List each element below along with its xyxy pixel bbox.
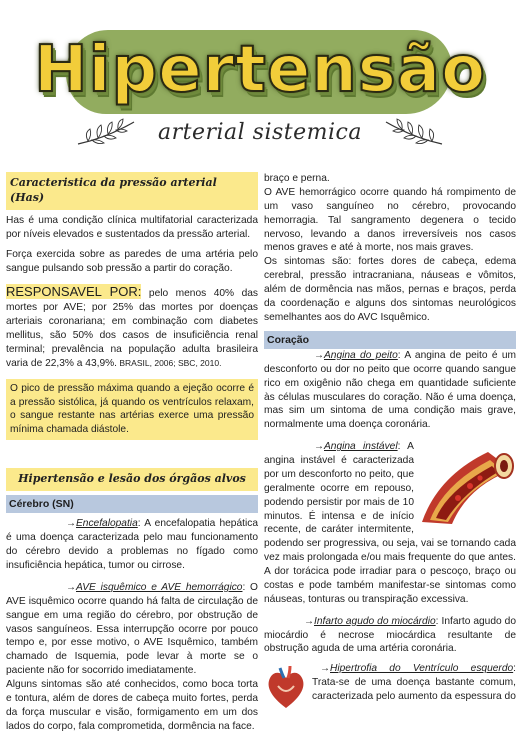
term-ave: AVE isquêmico e AVE hemorrágico — [76, 581, 243, 593]
arrow-icon: → — [314, 349, 324, 361]
paragraph-infarto — [264, 615, 516, 657]
page-subtitle: arterial sistemica — [157, 119, 362, 145]
paragraph-forca: Força exercida sobre as paredes de uma artéria pelo sangue pulsando sob pressão a partir do coração. — [6, 248, 258, 274]
reference-text: BRASIL, 2006; SBC, 2010. — [117, 357, 222, 368]
paragraph-ave — [6, 581, 258, 678]
page-title: Hipertensão — [33, 33, 487, 107]
arrow-icon: → — [314, 441, 324, 453]
paragraph-ave-hemorragico: O AVE hemorrágico ocorre quando há rompimento de um vaso sanguíneo no cérebro, provocando hemorragia. Tal sangramento degenera o tecido nervoso, levando a danos irreversíveis nos casos menos graves e até à morte, nos mais graves. — [264, 186, 516, 254]
paragraph-ave-sintomas: Alguns sintomas são até conhecidos, como boca torta e tontura, além de dores de cabeça muito fortes, perda da força muscular e visão, formigamento em um dos lados do corpo, fala comprometida, dormência na face. — [6, 679, 258, 732]
artery-illustration-icon — [418, 446, 516, 526]
bar-cerebro: Cérebro (SN) — [6, 495, 258, 513]
right-column — [264, 172, 516, 712]
term-angina: Angina do peito — [324, 349, 398, 361]
paragraph-continuation: braço e perna. — [264, 173, 330, 184]
term-encefalopatia: Encefalopatia — [76, 518, 138, 530]
term-angina-instavel: Angina instável — [324, 441, 398, 453]
text-hipertrofia: : Trata-se de uma doença bastante comum, caracterizada pelo aumento da espessura do — [312, 663, 516, 703]
paragraph-encefalopatia — [6, 517, 258, 573]
paragraph-sintomas: Os sintomas são: fortes dores de cabeça, edema cerebral, pressão intracraniana, náuseas e vômitos, além de dormência nas mãos, pernas e braços, perda da coordenação e alguns dos sintomas neurológicos semelhantes aos do AVC Isquêmico. — [264, 256, 516, 323]
leaf-branch-icon — [76, 114, 136, 148]
heart-illustration-icon — [264, 664, 308, 712]
responsavel-text: pelo menos 40% das mortes por AVE; por 25% das mortes por doenças arteriais coronariana; em combinação com diabetes mellitus, são 50% dos casos de insuficiência renal terminal; prevalência na população adulta brasileira varia de 22,3% a 43,9%. — [6, 288, 258, 369]
responsavel-label: RESPONSAVEL POR: — [6, 284, 142, 300]
term-hipertrofia: Hipertrofia do Ventrículo esquerdo — [330, 663, 514, 675]
text-angina-instavel: : A angina instável é caracterizada por um desconforto no peito, que geralmente ocorre em repouso, podendo persistir por mais de 10 minutos. É intensa e de início recente, de caráter intermitente, podendo ser progressiva, ou seja, vai se tornando cada vez mais prolongada e/ou mais frequente do que antes. A dor torácica pode irradiar para o pescoço, braço ou costas e pode também manifestar-se sintomas como náuseas, tonturas ou transpiração excessiva. — [264, 441, 516, 605]
text-angina: : A angina de peito é um desconforto ou dor no peito que ocorre quando sangue rico em oxigênio não chega em quantidade suficiente às células musculares do coração. Não é uma doença, mas sim um sintoma de uma condição mais grave, normalmente uma doença coronária. — [264, 349, 516, 431]
paragraph-definition: Has é uma condição clínica multifatorial caracterizada por níveis elevados e sustentados da pressão arterial. — [6, 214, 258, 240]
arrow-icon: → — [304, 615, 314, 627]
text-encefalopatia: : A encefalopatia hepática é uma doença caracterizada pelo mau funcionamento do cérebro devido a problemas no fígado como insuficiência hepática, tumor ou cirrose. — [6, 518, 258, 571]
term-infarto: Infarto agudo do miocárdio — [314, 615, 436, 627]
section-heading-orgaos-alvos: Hipertensão e lesão dos órgãos alvos — [6, 468, 258, 491]
arrow-icon: → — [320, 663, 330, 675]
paragraph-responsavel — [6, 283, 258, 370]
paragraph-angina — [264, 349, 516, 432]
bar-coracao: Coração — [264, 331, 516, 349]
section-heading-caracteristica: Caracteristica da pressão arterial (Has) — [6, 172, 258, 210]
leaf-branch-icon — [384, 114, 444, 148]
arrow-icon: → — [66, 518, 76, 530]
text-infarto: : Infarto agudo do miocárdio é necrose miocárdica resultante de obstrução aguda de uma artéria coronária. — [264, 615, 516, 655]
text-ave: : O AVE isquêmico ocorre quando há falta de circulação de sangue em uma região do cérebro, por obstrução de vasos sanguíneos. Essa interrupção ocorre por pouco tempo e, por esse motivo, o AVE Isquêmico, também chamado de Isquemia, pode levar à morte se o paciente não for socorrido imediatamente. — [6, 581, 258, 677]
page-header — [0, 0, 520, 168]
left-column — [6, 172, 258, 734]
arrow-icon: → — [66, 581, 76, 593]
highlight-paragraph-pressao: O pico de pressão máxima quando a ejeção ocorre é a pressão sistólica, já quando os ventrículos relaxam, o sangue restante nas artérias exerce uma pressão mínima chamada diástole. — [6, 379, 258, 441]
